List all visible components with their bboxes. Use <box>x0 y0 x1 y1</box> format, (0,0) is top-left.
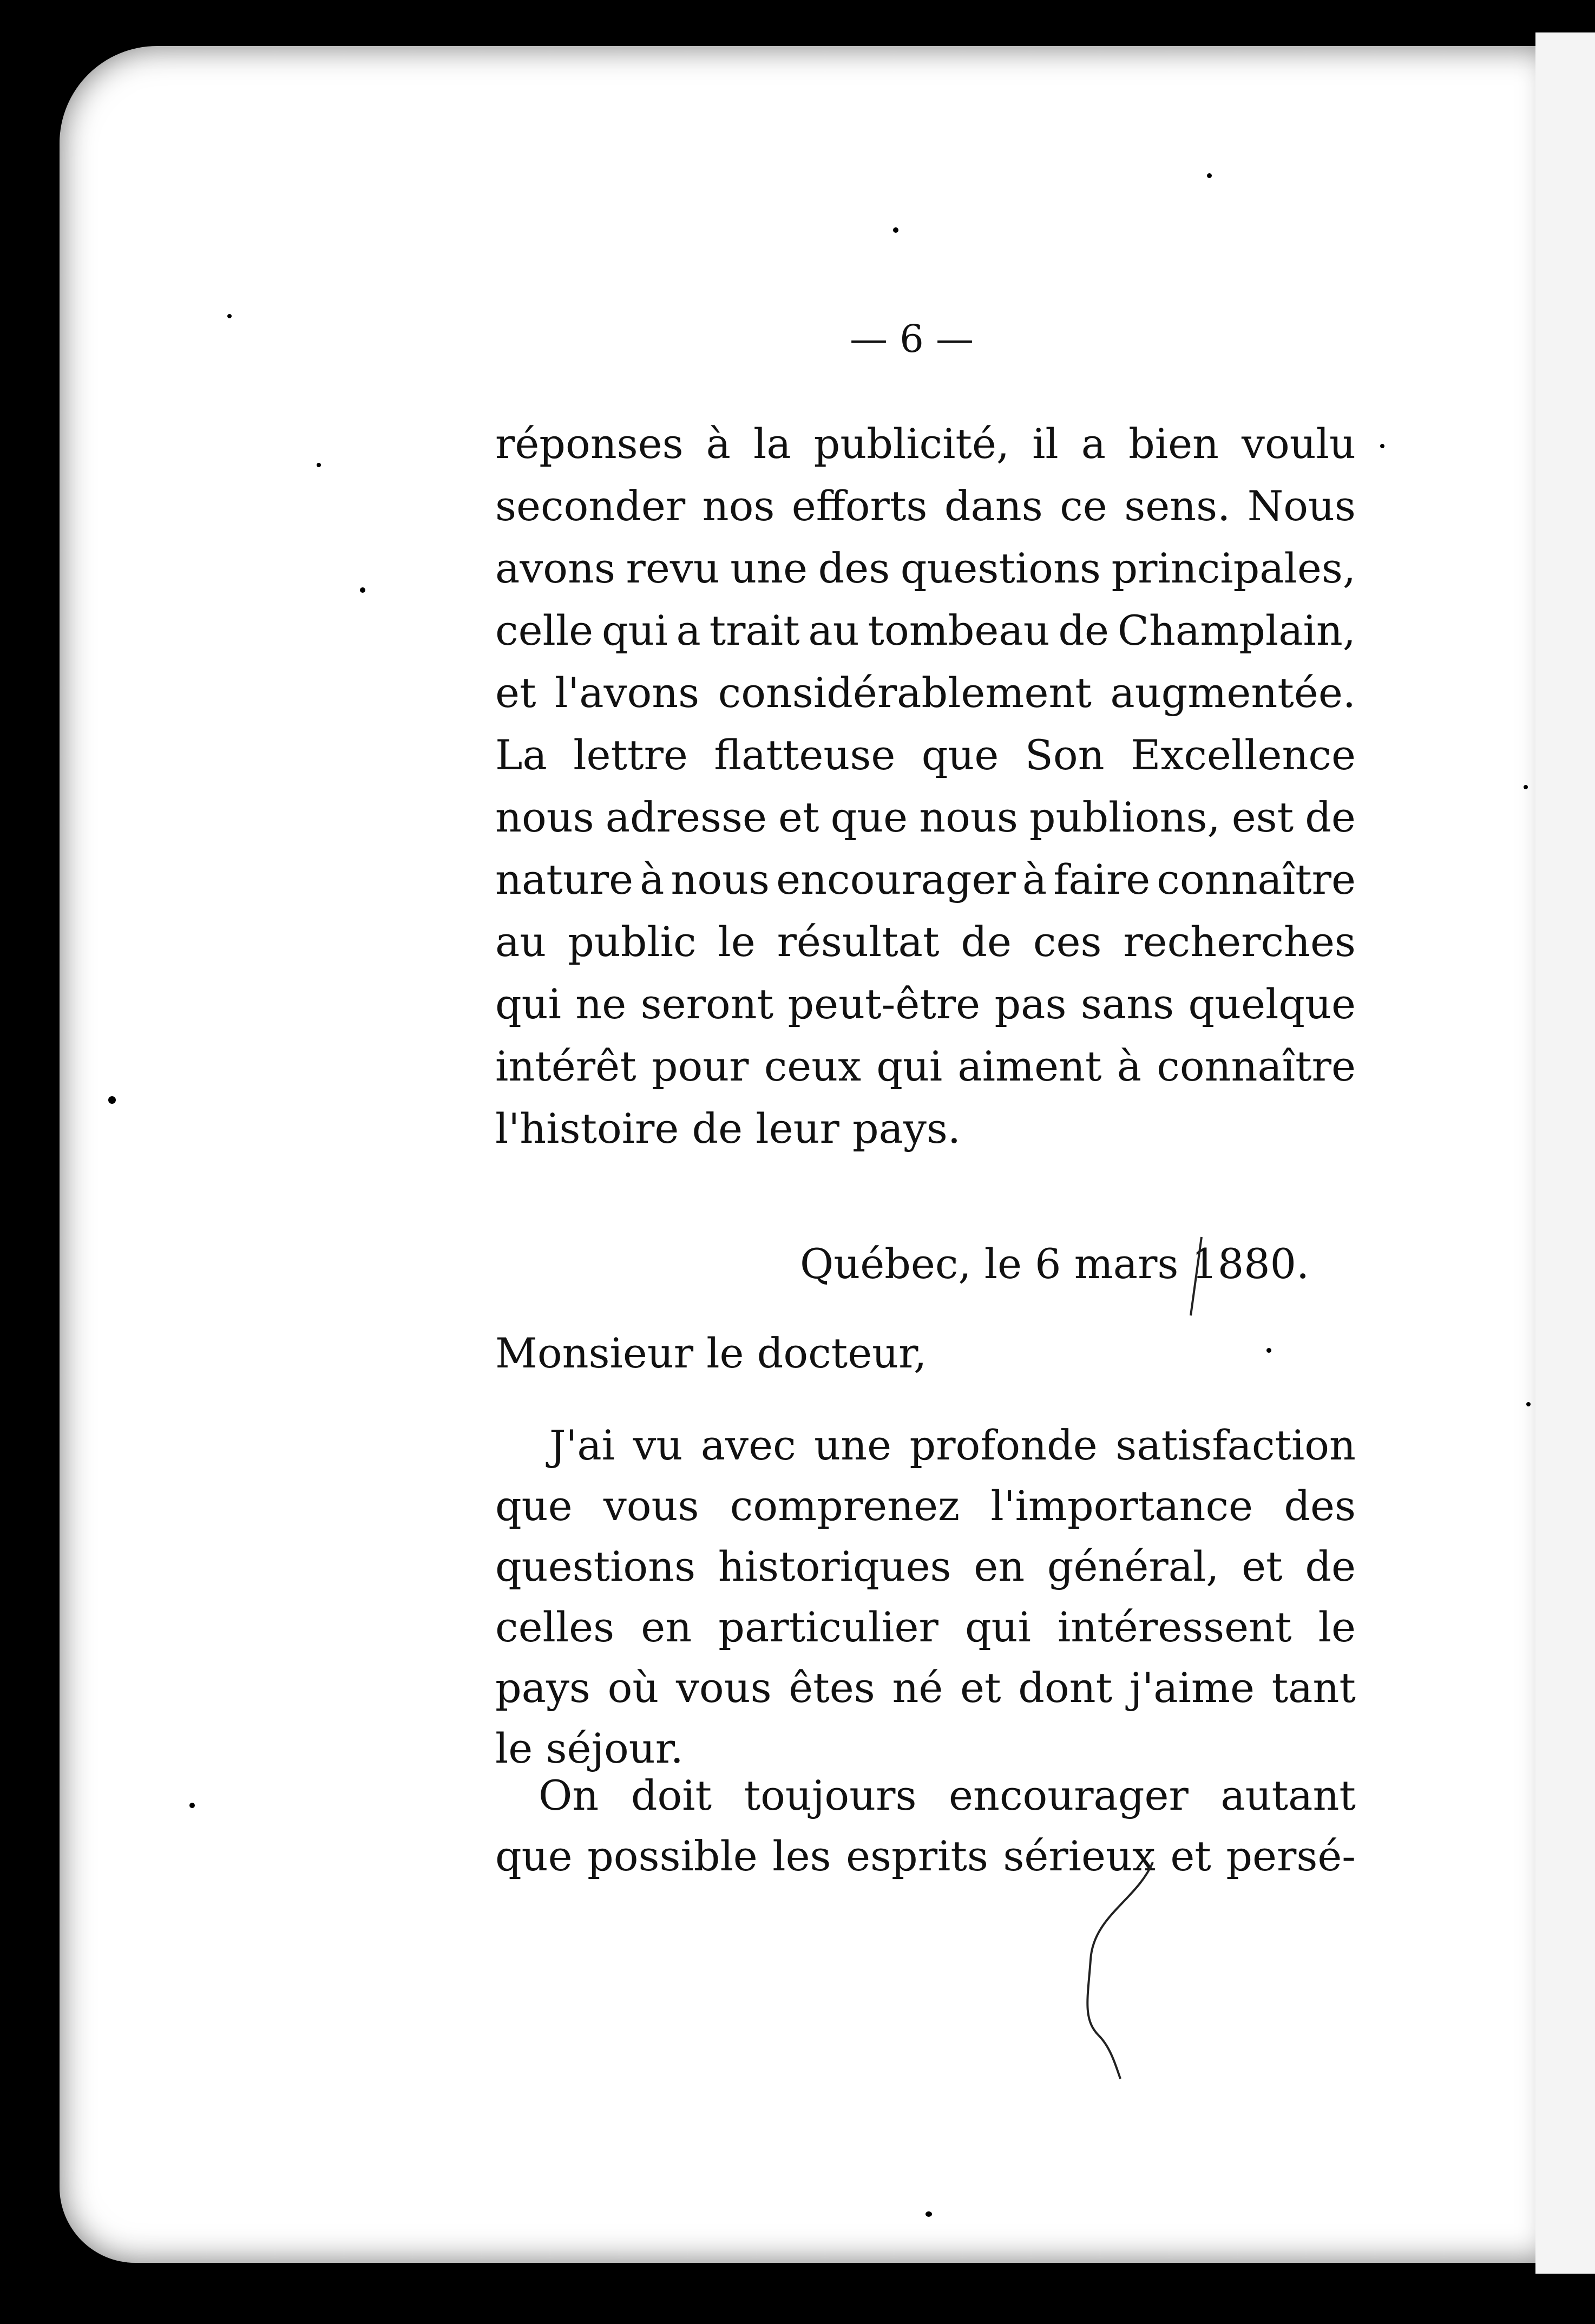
word: Nous <box>1247 482 1356 530</box>
word: celle <box>495 606 594 654</box>
word: et <box>495 669 536 717</box>
word: il <box>1032 420 1059 468</box>
pencil-mark <box>1180 1234 1212 1321</box>
word: général, <box>1047 1542 1219 1590</box>
speck <box>1524 785 1528 789</box>
word: ce <box>1060 482 1107 530</box>
pencil-mark <box>1061 1857 1169 2084</box>
word: aiment <box>957 1042 1102 1090</box>
adjacent-page-edge <box>1535 32 1595 2274</box>
word: trait <box>709 606 800 654</box>
word: à <box>1022 855 1047 904</box>
word: encourager <box>949 1771 1189 1819</box>
word: une <box>814 1421 892 1469</box>
word: les <box>772 1832 831 1880</box>
word: de <box>1305 1542 1356 1590</box>
word: que <box>495 1482 573 1530</box>
text-line <box>495 1476 1356 1536</box>
word: persé- <box>1226 1832 1356 1880</box>
word: doit <box>631 1771 712 1819</box>
word: vous <box>675 1664 772 1712</box>
speck <box>1380 444 1384 448</box>
text-line <box>495 788 1356 847</box>
salutation: Monsieur le docteur, <box>495 1329 927 1377</box>
word: flatteuse <box>714 731 896 779</box>
word: vous <box>603 1482 699 1530</box>
speck <box>317 463 321 467</box>
speck <box>227 314 232 318</box>
text-line <box>495 539 1356 598</box>
word: celles <box>495 1603 615 1651</box>
word: profonde <box>909 1421 1098 1469</box>
word: des <box>1284 1482 1356 1530</box>
word: que <box>495 1832 573 1880</box>
word: encourager <box>776 855 1016 904</box>
word: nous <box>919 793 1018 841</box>
word: seconder <box>495 482 686 530</box>
word: public <box>568 918 697 966</box>
word: seront <box>640 980 774 1028</box>
word: avons <box>495 544 615 592</box>
page-number: — 6 — <box>850 317 974 361</box>
word: a <box>676 606 701 654</box>
text-line <box>495 601 1356 660</box>
word: faire <box>1053 855 1151 904</box>
word: nature <box>495 855 634 904</box>
word: Son <box>1025 731 1105 779</box>
word: ceux <box>764 1042 862 1090</box>
word: lettre <box>573 731 688 779</box>
speck <box>926 2211 932 2217</box>
text-line <box>495 1537 1356 1596</box>
word: questions <box>495 1542 696 1590</box>
text-line <box>495 1658 1356 1718</box>
text-line <box>495 974 1356 1034</box>
word: sans <box>1080 980 1174 1028</box>
word: comprenez <box>730 1482 960 1530</box>
word: tombeau <box>868 606 1050 654</box>
text-line <box>495 1827 1356 1886</box>
word: et <box>1242 1542 1283 1590</box>
word: des <box>818 544 890 592</box>
word: satisfaction <box>1115 1421 1356 1469</box>
word: de <box>1058 606 1110 654</box>
word: esprits <box>846 1832 988 1880</box>
word: le <box>718 918 756 966</box>
text-line <box>495 476 1356 536</box>
word: adresse <box>605 793 767 841</box>
text-line <box>495 1037 1356 1096</box>
word: nous <box>671 855 770 904</box>
word: qui <box>876 1042 943 1090</box>
text-line <box>495 850 1356 909</box>
word: avec <box>700 1421 796 1469</box>
word: On <box>539 1771 599 1819</box>
text-line <box>539 1766 1356 1825</box>
text-line <box>495 1598 1356 1657</box>
word: en <box>641 1603 692 1651</box>
speck <box>893 227 898 233</box>
word: à <box>706 420 731 468</box>
word: questions <box>900 544 1101 592</box>
word: l'avons <box>555 669 700 717</box>
word: dans <box>944 482 1043 530</box>
word: réponses <box>495 420 684 468</box>
word: intéressent <box>1058 1603 1292 1651</box>
word: historiques <box>718 1542 951 1590</box>
word: la <box>753 420 791 468</box>
word: une <box>730 544 808 592</box>
word: et <box>1170 1832 1211 1880</box>
word: et <box>778 793 819 841</box>
word: voulu <box>1242 420 1356 468</box>
word: autant <box>1220 1771 1356 1819</box>
word: vu <box>633 1421 683 1469</box>
word: dont <box>1018 1664 1113 1712</box>
word: a <box>1081 420 1106 468</box>
word: connaître <box>1157 855 1356 904</box>
word: à <box>1117 1042 1142 1090</box>
word: ne <box>575 980 627 1028</box>
word: au <box>808 606 859 654</box>
word: La <box>495 731 547 779</box>
word: de <box>1305 793 1356 841</box>
text-line <box>495 663 1356 723</box>
word: recherches <box>1123 918 1356 966</box>
word: revu <box>626 544 720 592</box>
text-line: l'histoire de leur pays. <box>495 1104 961 1153</box>
word: de <box>961 918 1012 966</box>
speck <box>1266 1348 1271 1353</box>
speck <box>1207 173 1212 178</box>
word: où <box>607 1664 659 1712</box>
word: bien <box>1128 420 1219 468</box>
word: en <box>974 1542 1025 1590</box>
word: toujours <box>744 1771 917 1819</box>
word: résultat <box>777 918 940 966</box>
word: peut-être <box>787 980 981 1028</box>
word: sérieux <box>1003 1832 1156 1880</box>
word: au <box>495 918 547 966</box>
word: est <box>1231 793 1294 841</box>
word: connaître <box>1157 1042 1356 1090</box>
word: ces <box>1033 918 1102 966</box>
speck <box>360 587 365 593</box>
word: augmentée. <box>1110 669 1356 717</box>
word: le <box>1318 1603 1356 1651</box>
speck <box>1526 1402 1531 1406</box>
text-line <box>495 414 1356 474</box>
word: sens. <box>1124 482 1231 530</box>
word: quelque <box>1188 980 1356 1028</box>
word: pays <box>495 1664 590 1712</box>
text-line <box>495 912 1356 972</box>
word: né <box>892 1664 943 1712</box>
word: qui <box>601 606 668 654</box>
word: Excellence <box>1131 731 1356 779</box>
word: pas <box>994 980 1067 1028</box>
word: principales, <box>1111 544 1356 592</box>
dateline: Québec, le 6 mars 1880. <box>800 1240 1310 1288</box>
word: intérêt <box>495 1042 636 1090</box>
word: pour <box>651 1042 749 1090</box>
word: publions, <box>1029 793 1220 841</box>
word: nous <box>495 793 594 841</box>
word: Champlain, <box>1117 606 1356 654</box>
text-line <box>549 1416 1356 1475</box>
word: possible <box>587 1832 758 1880</box>
word: particulier <box>718 1603 938 1651</box>
word: tant <box>1271 1664 1356 1712</box>
word: J'ai <box>549 1421 615 1469</box>
word: que <box>921 731 999 779</box>
text-line: le séjour. <box>495 1724 684 1772</box>
text-line <box>495 725 1356 785</box>
speck <box>108 1096 116 1104</box>
word: j'aime <box>1129 1664 1255 1712</box>
word: publicité, <box>813 420 1010 468</box>
word: qui <box>964 1603 1031 1651</box>
speck <box>189 1803 195 1808</box>
word: à <box>640 855 665 904</box>
word: êtes <box>789 1664 875 1712</box>
word: efforts <box>791 482 928 530</box>
word: qui <box>495 980 561 1028</box>
word: considérablement <box>718 669 1092 717</box>
word: nos <box>702 482 775 530</box>
word: l'importance <box>990 1482 1253 1530</box>
word: et <box>960 1664 1001 1712</box>
word: que <box>830 793 908 841</box>
